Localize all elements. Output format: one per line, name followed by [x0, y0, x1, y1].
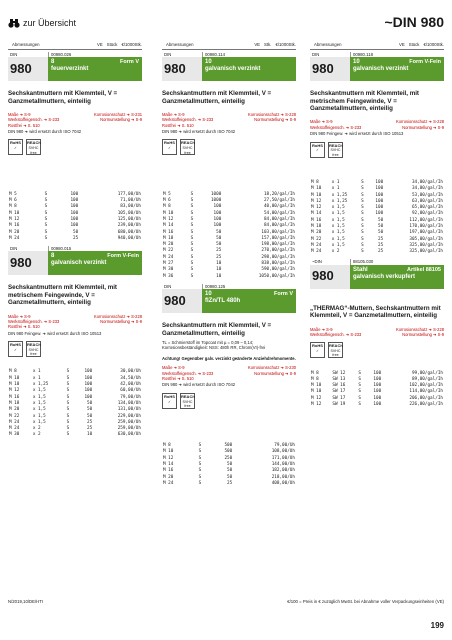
replacement-note: DIN 980 ➜ wird ersetzt durch ISO 7042 [8, 128, 82, 134]
price-table [8, 369, 142, 438]
table-row[interactable]: M 12 x 1,5 S 100 65,00/gal/Ih [311, 205, 443, 211]
reference-links[interactable]: Maße ➜ S-9 Korrosionsschutz ➜ S-228 Werkstoffeigensch. ➜ S-233 Normumstellung ➜ S-9 Rostfrei ➜ S. 510 [162, 112, 296, 128]
back-link-label: zur Übersicht [23, 18, 77, 28]
norm-number: 980 [312, 268, 334, 284]
reach-badge: REACh SVHC free [27, 140, 41, 155]
table-row[interactable]: M 22 x 1,5 S 50 229,00/Uh [9, 413, 141, 419]
table-row[interactable]: M 20 x 1,5 S 50 131,00/Uh [9, 407, 141, 413]
footer-code: N/2019,10/DE/HTI [8, 599, 44, 604]
table-row[interactable]: M 10 S 100 54,00/gal/Ih [163, 210, 295, 216]
footer-price-note: €/100 = Preis in € zuzüglich MwSt. bei Abnahme voller Verpackungseinheiten (VE) [287, 599, 444, 604]
replacement-note: DIN 980 ➜ wird ersetzt durch ISO 7042 [162, 128, 236, 134]
page-number: 199 [430, 621, 444, 630]
table-row[interactable]: M 10 S 500 108,00/Uh [163, 449, 295, 455]
reach-badge: REACh SVHC free [27, 342, 41, 357]
binoculars-icon [8, 17, 20, 29]
table-row[interactable]: M 8 S 500 79,00/Uh [163, 443, 295, 449]
column-3 [310, 42, 444, 408]
product-card[interactable]: ~DIN 88105.030 980 Stahl Artikel 88105 galvanisch verkupfert [310, 259, 444, 289]
table-row[interactable]: M 18 S 50 157,00/gal/Ih [163, 235, 295, 241]
table-row[interactable]: M 24 x 1,5 S 25 259,00/Uh [9, 419, 141, 425]
table-row[interactable]: M 10 SW 17 S 100 114,00/gal/Ih [311, 389, 443, 395]
table-row[interactable]: M 10 SW 16 S 100 102,00/gal/Ih [311, 383, 443, 389]
rohs-badge: RoHS ✓ [310, 342, 325, 358]
column-header: Abmessungen VE Stück €/1000Stk. [310, 42, 444, 50]
reference-links[interactable]: Maße ➜ S-9 Korrosionsschutz ➜ S-231 Werkstoffeigensch. ➜ S-233 Normumstellung ➜ S-9 Rostfrei ➜ S. 510 [8, 112, 142, 128]
product-card[interactable]: DIN 00980.114 980 10 galvanisch verzinkt [162, 52, 296, 82]
table-row[interactable]: M 16 S 50 103,00/gal/Ih [163, 229, 295, 235]
table-row[interactable]: M 24 S 25 298,00/gal/Ih [163, 254, 295, 260]
product-title: Sechskantmuttern mit Klemmteil, V = Ganzmetallmuttern, einteilig [8, 90, 118, 105]
price-table [162, 443, 296, 487]
table-row[interactable]: M 12 SW 19 S 100 226,00/gal/Ih [311, 402, 443, 408]
reach-badge: REACh SVHC free [329, 343, 343, 358]
table-row[interactable]: M 8 SW 12 S 100 99,00/gal/Ih [311, 370, 443, 376]
table-row[interactable]: M 24 S 25 940,00/Uh [9, 235, 141, 241]
price-table [162, 191, 296, 279]
rohs-badge: RoHS ✓ [8, 139, 23, 155]
table-row[interactable]: M 5 S 100 177,00/Uh [9, 191, 141, 197]
norm-number: 980 [164, 292, 186, 308]
table-row[interactable]: M 20 x 1,5 S 50 197,00/gal/Ih [311, 230, 443, 236]
table-row[interactable]: M 36 S 10 1050,00/gal/Ih [163, 273, 295, 279]
replacement-note: DIN 980 ➜ wird ersetzt durch ISO 7042 [162, 382, 236, 388]
product-card[interactable]: DIN 00980.118 980 10 Form V-Fein galvanisch verzinkt [310, 52, 444, 82]
compliance-badges [162, 139, 296, 155]
reference-links[interactable]: Maße ➜ S-9 Korrosionsschutz ➜ S-230 Werkstoffeigensch. ➜ S-233 Normumstellung ➜ S-9 Rostfrei ➜ S. 510 [162, 365, 296, 382]
table-row[interactable]: M 10 x 1,25 S 100 42,00/Uh [9, 382, 141, 388]
table-row[interactable]: M 12 S 100 84,00/gal/Ih [163, 216, 295, 222]
product-title: Sechskantmuttern mit Klemmteil, mit metrischem Feingewinde, V = Ganzmetallmuttern, einteilig [8, 284, 117, 307]
table-row[interactable]: M 8 S 100 40,00/gal/Ih [163, 204, 295, 210]
table-row[interactable]: M 12 x 1,5 S 100 60,00/Uh [9, 388, 141, 394]
norm-number: 980 [10, 254, 32, 270]
norm-number: 980 [10, 60, 32, 76]
reference-links[interactable]: Maße ➜ S-9 Korrosionsschutz ➜ S-228 Werkstoffeigensch. ➜ S-233 Normumstellung ➜ S-9 Rostfrei ➜ S. 510 [8, 313, 142, 330]
compliance-badges [8, 139, 142, 155]
product-card[interactable]: DIN 00980.015 980 8 Form V-Fein galvanisch verzinkt [8, 246, 142, 276]
table-row[interactable]: M 22 x 1,5 S 25 305,00/gal/Ih [311, 236, 443, 242]
rohs-badge: RoHS ✓ [162, 139, 177, 155]
table-row[interactable]: M 8 x 1 S 100 34,00/gal/Ih [311, 179, 443, 185]
table-row[interactable]: M 16 S 50 182,00/Uh [163, 468, 295, 474]
table-row[interactable]: M 16 S 100 239,00/Uh [9, 223, 141, 229]
product-card[interactable]: DIN 00980.026 980 8 Form V feuerverzinkt [8, 52, 142, 82]
table-row[interactable]: M 10 S 100 105,00/Uh [9, 210, 141, 216]
table-row[interactable]: M 27 S 10 838,00/gal/Ih [163, 261, 295, 267]
table-row[interactable]: M 20 S 50 218,00/Uh [163, 474, 295, 480]
table-row[interactable]: M 24 x 2 S 25 325,00/gal/Ih [311, 249, 443, 255]
compliance-badges [310, 342, 444, 358]
table-row[interactable]: M 14 S 50 144,00/Uh [163, 462, 295, 468]
table-row[interactable]: M 12 SW 17 S 100 206,00/gal/Ih [311, 395, 443, 401]
reference-links[interactable]: Maße ➜ S-9 Korrosionsschutz ➜ S-228 Werkstoffeigensch. ➜ S-233 Normumstellung ➜ S-9 [310, 119, 444, 130]
price-table [310, 370, 444, 408]
table-row[interactable]: M 30 S 10 590,00/gal/Ih [163, 267, 295, 273]
coating-note: TL = Schmierstoff im Topcoat mit µ = 0,09 – 0,14; Korrosionsbeständigkeit: NSS: 480h RR, Chrom(VI)-frei [162, 340, 266, 351]
table-row[interactable]: M 5 S 1000 18,20/gal/Ih [163, 191, 295, 197]
product-title: Sechskantmuttern mit Klemmteil, V = Ganzmetallmuttern, einteilig [162, 322, 272, 337]
table-row[interactable]: M 14 x 1,5 S 100 92,00/gal/Ih [311, 211, 443, 217]
table-row[interactable]: M 30 x 2 S 10 630,00/Uh [9, 432, 141, 438]
table-row[interactable]: M 24 x 2 S 25 259,00/Uh [9, 426, 141, 432]
table-row[interactable]: M 6 S 100 71,00/Uh [9, 198, 141, 204]
table-row[interactable]: M 10 x 1 S 100 34,00/gal/Ih [311, 186, 443, 192]
warning-note: Achtung! Gegenüber galv. verzinkt geänderte Anziehdrehmomente. [162, 355, 296, 361]
table-row[interactable]: M 20 S 50 680,00/Uh [9, 229, 141, 235]
replacement-note: DIN 980 Feingew. ➜ wird ersetzt durch ISO 10513 [310, 131, 404, 137]
table-row[interactable]: M 10 x 1,25 S 100 53,00/gal/Ih [311, 192, 443, 198]
reference-links[interactable]: Maße ➜ S-9 Korrosionsschutz ➜ S-228 Werkstoffeigensch. ➜ S-233 Normumstellung ➜ S-9 [310, 326, 444, 337]
column-2 [162, 42, 296, 487]
price-table [310, 180, 444, 256]
norm-number: 980 [312, 60, 334, 76]
column-1 [8, 42, 142, 438]
replacement-note: DIN 980 Feingew. ➜ wird ersetzt durch ISO 10513 [8, 330, 102, 336]
rohs-badge: RoHS ✓ [8, 341, 23, 357]
table-row[interactable]: M 8 x 1 S 100 30,00/Uh [9, 369, 141, 375]
table-row[interactable]: M 8 S 100 83,00/Uh [9, 204, 141, 210]
product-title: Sechskantmuttern mit Klemmteil, V = Ganzmetallmuttern, einteilig [162, 90, 272, 105]
table-row[interactable]: M 16 x 1,5 S 50 112,00/gal/Ih [311, 217, 443, 223]
compliance-badges [8, 341, 142, 357]
compliance-badges [162, 393, 296, 409]
price-table [8, 191, 142, 241]
table-row[interactable]: M 12 S 100 125,00/Uh [9, 216, 141, 222]
norm-number: 980 [164, 60, 186, 76]
compliance-badges [310, 142, 444, 158]
table-row[interactable]: M 16 x 1,5 S 100 79,00/Uh [9, 394, 141, 400]
back-link[interactable] [8, 17, 76, 29]
reach-badge: REACh SVHC free [181, 140, 195, 155]
table-row[interactable]: M 22 S 25 270,00/gal/Ih [163, 248, 295, 254]
rohs-badge: RoHS ✓ [162, 393, 177, 409]
table-row[interactable]: M 8 SW 13 S 100 89,00/gal/Ih [311, 376, 443, 382]
page-footer [8, 599, 444, 604]
table-row[interactable]: M 18 x 1,5 S 50 170,00/gal/Ih [311, 223, 443, 229]
table-row[interactable]: M 24 x 1,5 S 25 325,00/gal/Ih [311, 242, 443, 248]
table-row[interactable]: M 6 S 1000 27,50/gal/Ih [163, 198, 295, 204]
table-row[interactable]: M 12 x 1,25 S 100 63,00/gal/Ih [311, 198, 443, 204]
page-header [8, 14, 444, 36]
product-card[interactable]: DIN 00980.125 980 10 Form V flZn/TL 480h [162, 284, 296, 314]
table-row[interactable]: M 14 S 100 84,00/gal/Ih [163, 223, 295, 229]
table-row[interactable]: M 10 x 1 S 100 34,50/Uh [9, 375, 141, 381]
table-row[interactable]: M 24 S 25 408,00/Uh [163, 480, 295, 486]
product-title: Sechskantmuttern mit Klemmteil, mit metrischem Feingewinde, V = Ganzmetallmuttern, einteilig [310, 90, 419, 113]
page-title: ~DIN 980 [384, 14, 444, 30]
rohs-badge: RoHS ✓ [310, 142, 325, 158]
reach-badge: REACh SVHC free [181, 393, 195, 408]
table-row[interactable]: M 18 x 1,5 S 50 134,00/Uh [9, 400, 141, 406]
reach-badge: REACh SVHC free [329, 142, 343, 157]
column-header: Abmessungen VE Stück €/1000Stk. [8, 42, 142, 50]
table-row[interactable]: M 12 S 250 171,00/Uh [163, 455, 295, 461]
product-title: „THERMAG“-Muttern, Sechskantmuttern mit Klemmteil, V = Ganzmetallmuttern, einteilig [310, 304, 441, 320]
table-row[interactable]: M 20 S 50 198,00/gal/Ih [163, 242, 295, 248]
column-header: Abmessungen VE Stk. €/1000Stk. [162, 42, 296, 50]
